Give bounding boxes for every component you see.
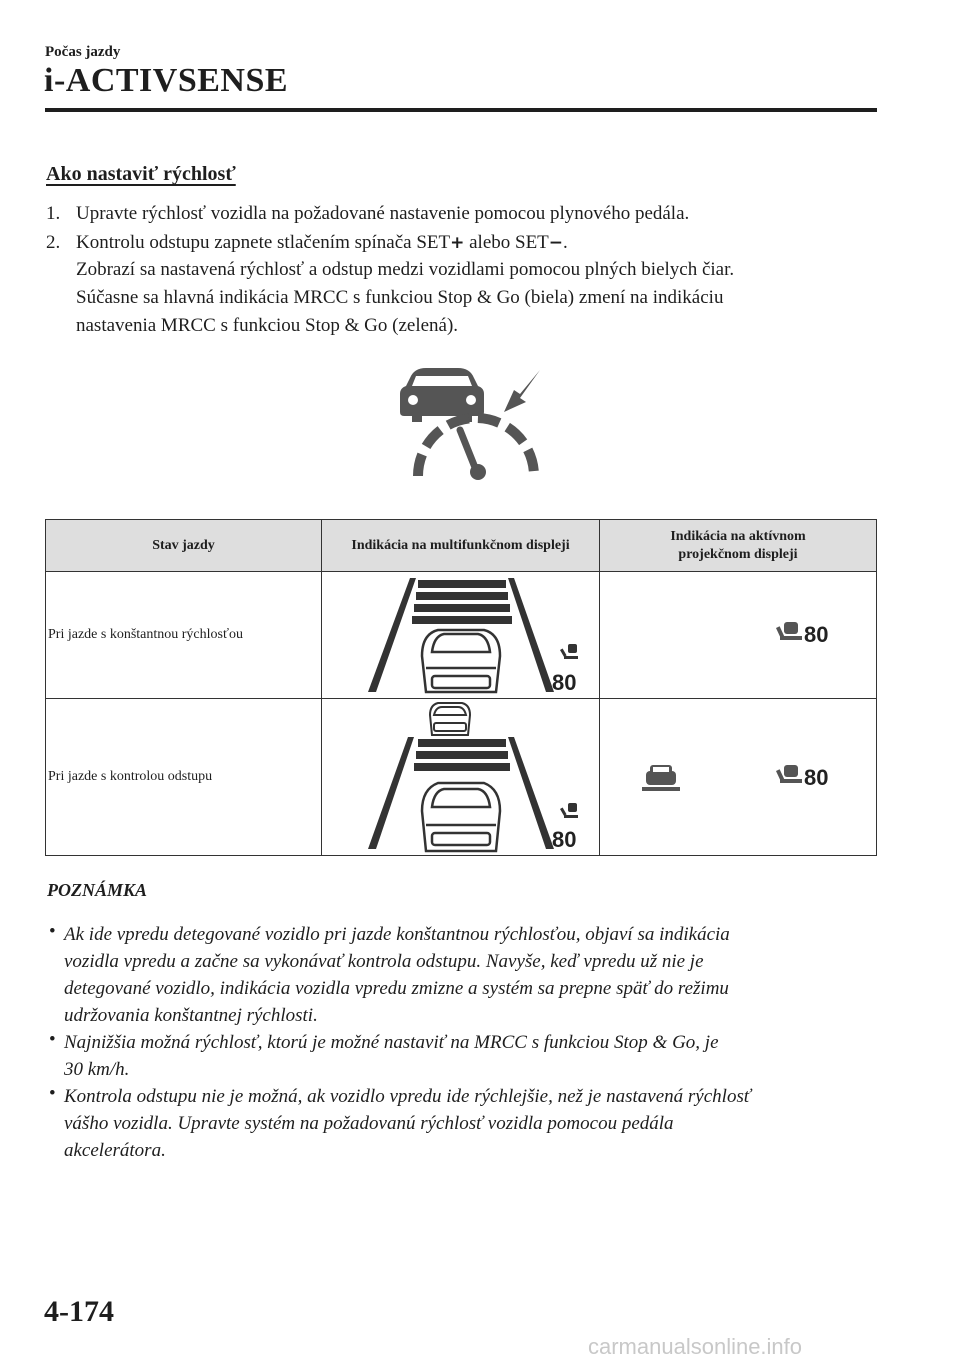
driving-state-label: Pri jazde s konštantnou rýchlosťou (46, 572, 322, 699)
step-1-text: Upravte rýchlosť vozidla na požadované nastavenie pomocou plynového pedála. (76, 203, 690, 224)
bullet-icon: • (49, 1029, 56, 1050)
page-number: 4-174 (44, 1295, 114, 1328)
distance-gauge-icon (776, 765, 802, 783)
vehicle-ahead-icon (430, 703, 470, 735)
step-2-line-3: Súčasne sa hlavná indikácia MRCC s funkciou Stop & Go (biela) zmení na indikáciu (76, 287, 724, 308)
table-header-cell: Stav jazdy (46, 520, 322, 572)
constant-speed-display-graphic (322, 572, 600, 698)
chapter-title: i-ACTIVSENSE (44, 62, 289, 99)
multifunction-display-cell (322, 572, 600, 699)
distance-control-hud-graphic (600, 699, 877, 855)
note-3-line-2: vášho vozidla. Upravte systém na požadovanú rýchlosť vozidla pomocou pedála (64, 1113, 674, 1134)
distance-control-display-graphic (322, 699, 600, 855)
multifunction-display-cell (322, 699, 600, 856)
distance-gauge-icon (560, 803, 578, 818)
table-header-cell: Indikácia na aktívnom projekčnom displeji (600, 520, 877, 572)
mrcc-set-indicator-icon (396, 364, 546, 482)
title-rule (45, 108, 877, 112)
note-3-line-3: akcelerátora. (64, 1140, 166, 1161)
bullet-icon: • (49, 1083, 56, 1104)
set-plus-icon: + (450, 233, 465, 253)
watermark: carmanualsonline.info (588, 1334, 803, 1359)
bullet-icon: • (49, 921, 56, 942)
constant-speed-hud-graphic (600, 572, 877, 698)
speed-readout: 80 (804, 622, 829, 647)
step-2-text-pre: Kontrolu odstupu zapnete stlačením spínača SET (76, 232, 451, 253)
note-1-line-4: udržovania konštantnej rýchlosti. (64, 1005, 318, 1026)
step-1-number: 1. (46, 203, 61, 224)
speed-readout: 80 (552, 670, 577, 695)
distance-gauge-icon (776, 622, 802, 640)
step-2-text-end: . (563, 232, 568, 253)
indication-table (45, 519, 877, 856)
note-2-line-2: 30 km/h. (64, 1059, 130, 1080)
note-2-line-1: Najnižšia možná rýchlosť, ktorú je možné nastaviť na MRCC s funkciou Stop & Go, je (64, 1032, 719, 1053)
step-2-line-4: nastavenia MRCC s funkciou Stop & Go (zelená). (76, 315, 459, 336)
driving-state-label: Pri jazde s kontrolou odstupu (46, 699, 322, 856)
head-up-display-cell (600, 699, 877, 856)
note-1-line-1: Ak ide vpredu detegované vozidlo pri jazde konštantnou rýchlosťou, objaví sa indikácia (64, 924, 730, 945)
note-3-line-1: Kontrola odstupu nie je možná, ak vozidlo vpredu ide rýchlejšie, než je nastavená rýchlosť (64, 1086, 751, 1107)
note-1-line-3: detegované vozidlo, indikácia vozidla vpredu zmizne a systém sa prepne späť do režimu (64, 978, 729, 999)
section-label: Počas jazdy (45, 44, 121, 60)
step-2-line-2: Zobrazí sa nastavená rýchlosť a odstup medzi vozidlami pomocou plných bielych čiar. (76, 259, 735, 280)
speed-readout: 80 (552, 827, 577, 852)
step-2-text-mid: alebo SET (464, 232, 549, 253)
note-1-line-2: vozidla vpredu a začne sa vykonávať kontrola odstupu. Navyše, keď vpredu už nie je (64, 951, 704, 972)
table-row (46, 699, 877, 856)
section-heading: Ako nastaviť rýchlosť (46, 163, 236, 185)
table-header-cell: Indikácia na multifunkčnom displeji (322, 520, 600, 572)
step-2-text (76, 229, 568, 257)
table-header-row (46, 520, 877, 572)
vehicle-ahead-icon (642, 765, 680, 791)
note-title: POZNÁMKA (47, 880, 148, 900)
head-up-display-cell (600, 572, 877, 699)
table-row (46, 572, 877, 699)
speed-readout: 80 (804, 765, 829, 790)
distance-gauge-icon (560, 644, 578, 659)
step-2-number: 2. (46, 232, 61, 253)
set-minus-icon: − (548, 233, 564, 253)
